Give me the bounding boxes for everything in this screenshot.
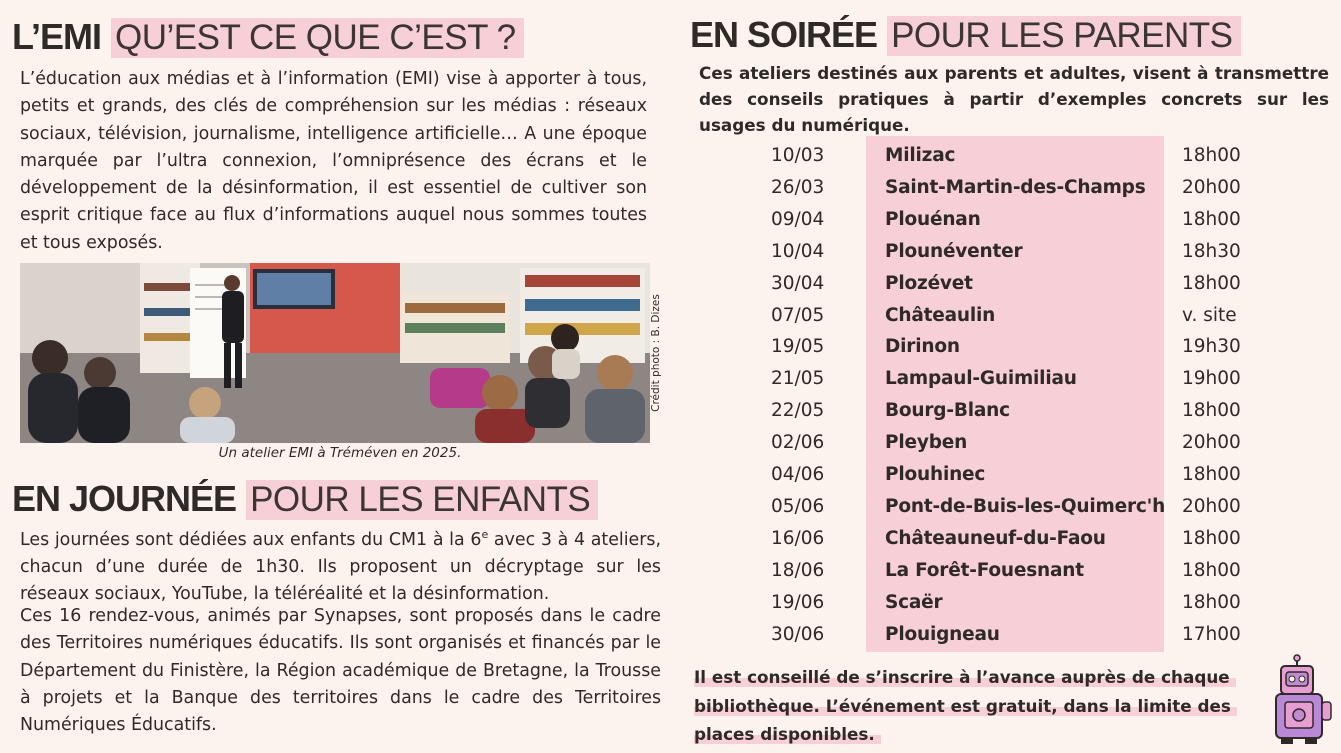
schedule-date: 18/06 — [771, 559, 825, 581]
schedule-date: 10/03 — [771, 145, 825, 166]
registration-note — [694, 663, 1254, 749]
schedule-time: 20h00 — [1182, 495, 1241, 517]
schedule-time: 18h00 — [1182, 272, 1241, 294]
schedule-place: Pleyben — [885, 432, 968, 454]
emi-heading — [12, 16, 524, 58]
emi-heading-bold: L’EMI — [12, 16, 102, 57]
schedule-row — [0, 619, 1341, 651]
schedule-row — [0, 140, 1341, 172]
journee-heading-bold: EN JOURNÉE — [12, 478, 237, 519]
journee-p1-before: Les journées sont dédiées aux enfants du CM1 à la 6 — [20, 529, 482, 550]
schedule-date: 10/04 — [771, 240, 825, 262]
schedule-place: Plozévet — [885, 272, 973, 294]
schedule-time: 18h00 — [1182, 400, 1241, 422]
journee-paragraph-2: Ces 16 rendez-vous, animés par Synapses, sont proposés dans le cadre des Territoires numériques éducatifs. Ils sont organisés et financés par le Département du Finistère, la Région académique de Bretagne, la Trousse à projets et la Banque des territoires dans le cadre des Territoires Numériques Éducatifs. — [20, 606, 661, 736]
emi-heading-light: QU’EST CE QUE C’EST ? — [111, 18, 524, 58]
schedule-time: 18h00 — [1182, 591, 1241, 613]
schedule-time: v. site — [1182, 304, 1237, 326]
schedule-date: 19/05 — [771, 336, 825, 358]
schedule-time: 20h00 — [1182, 432, 1241, 454]
schedule-row — [0, 395, 1341, 427]
schedule-date: 21/05 — [771, 368, 825, 390]
schedule-row — [0, 268, 1341, 300]
soiree-heading — [690, 14, 1241, 56]
schedule-place: Bourg-Blanc — [885, 400, 1010, 422]
schedule-row — [0, 331, 1341, 363]
schedule-date: 30/06 — [771, 623, 825, 645]
schedule-place: Plouigneau — [885, 623, 1000, 645]
schedule-row — [0, 236, 1341, 268]
journee-p1-after: avec 3 à 4 ateliers, chacun d’une durée de 1h30. Ils proposent un décryptage sur les réseaux sociaux, YouTube, la téléréalité et la désinformation. — [20, 529, 661, 605]
journee-heading-light: POUR LES ENFANTS — [246, 480, 598, 520]
schedule-date: 22/05 — [771, 400, 825, 422]
schedule-time: 18h00 — [1182, 464, 1241, 485]
photo-credit-text: Crédit photo : B. Dizes — [650, 294, 662, 412]
registration-note-line: bibliothèque. L’événement est gratuit, dans la limite des — [694, 696, 1237, 716]
schedule-date: 04/06 — [771, 464, 825, 485]
schedule-row — [0, 204, 1341, 236]
schedule-row — [0, 172, 1341, 204]
soiree-heading-light: POUR LES PARENTS — [887, 16, 1240, 56]
schedule-row — [0, 459, 1341, 491]
schedule-time: 18h00 — [1182, 208, 1241, 230]
schedule-place: Plounéventer — [885, 240, 1023, 262]
schedule-time: 17h00 — [1182, 623, 1241, 645]
schedule-time: 18h30 — [1182, 240, 1241, 262]
schedule-date: 05/06 — [771, 495, 825, 517]
schedule-place: Plouhinec — [885, 464, 986, 485]
schedule-place: Lampaul-Guimiliau — [885, 368, 1077, 390]
schedule-row — [0, 491, 1341, 523]
schedule-date: 30/04 — [771, 272, 825, 294]
robot-icon — [1273, 654, 1333, 746]
schedule-time: 18h00 — [1182, 145, 1241, 166]
emi-paragraph: L’éducation aux médias et à l’information (EMI) vise à apporter à tous, petits et grands, des clés de compréhension sur les médias : réseaux sociaux, télévision, journalisme, intelligence artificielle… A une époque marquée par l’ultra connexion, l’omniprésence des écrans et le développement de la désinformation, il est essentiel de cultiver son esprit critique face au flux d’informations auquel nous sommes toutes et tous exposés. — [20, 69, 647, 253]
schedule-place: Dirinon — [885, 336, 960, 358]
schedule-place: Milizac — [885, 145, 956, 166]
schedule-date: 07/05 — [771, 304, 825, 326]
schedule-date: 19/06 — [771, 591, 825, 613]
soiree-intro: Ces ateliers destinés aux parents et adultes, visent à transmettre des conseils pratiques à partir d’exemples concrets sur les usages du numérique. — [699, 63, 1329, 135]
schedule-time: 18h00 — [1182, 559, 1241, 581]
schedule-row — [0, 363, 1341, 395]
schedule-time: 20h00 — [1182, 176, 1241, 198]
schedule-place: Saint-Martin-des-Champs — [885, 176, 1146, 198]
schedule-place: Plouénan — [885, 208, 981, 230]
schedule-row — [0, 587, 1341, 619]
registration-note-line: places disponibles. — [694, 724, 881, 744]
schedule-date: 02/06 — [771, 432, 825, 454]
schedule-date: 26/03 — [771, 176, 825, 198]
schedule-date: 09/04 — [771, 208, 825, 230]
schedule-place: La Forêt-Fouesnant — [885, 559, 1084, 581]
schedule-row — [0, 300, 1341, 332]
schedule-time: 18h00 — [1182, 527, 1241, 549]
schedule-place: Châteaulin — [885, 304, 996, 326]
registration-note-line: Il est conseillé de s’inscrire à l’avance auprès de chaque — [694, 667, 1236, 687]
soiree-heading-bold: EN SOIRÉE — [690, 14, 878, 55]
journee-p1-sup: e — [481, 528, 489, 541]
schedule-row — [0, 523, 1341, 555]
schedule-time: 19h30 — [1182, 336, 1241, 358]
schedule-time: 19h00 — [1182, 368, 1241, 390]
schedule-place: Châteauneuf-du-Faou — [885, 527, 1106, 549]
schedule-place: Scaër — [885, 591, 943, 613]
schedule-date: 16/06 — [771, 527, 825, 549]
schedule-place: Pont-de-Buis-les-Quimerc'h — [885, 495, 1166, 517]
schedule-row — [0, 555, 1341, 587]
photo-caption: Un atelier EMI à Tréméven en 2025. — [218, 445, 462, 461]
schedule-row — [0, 427, 1341, 459]
